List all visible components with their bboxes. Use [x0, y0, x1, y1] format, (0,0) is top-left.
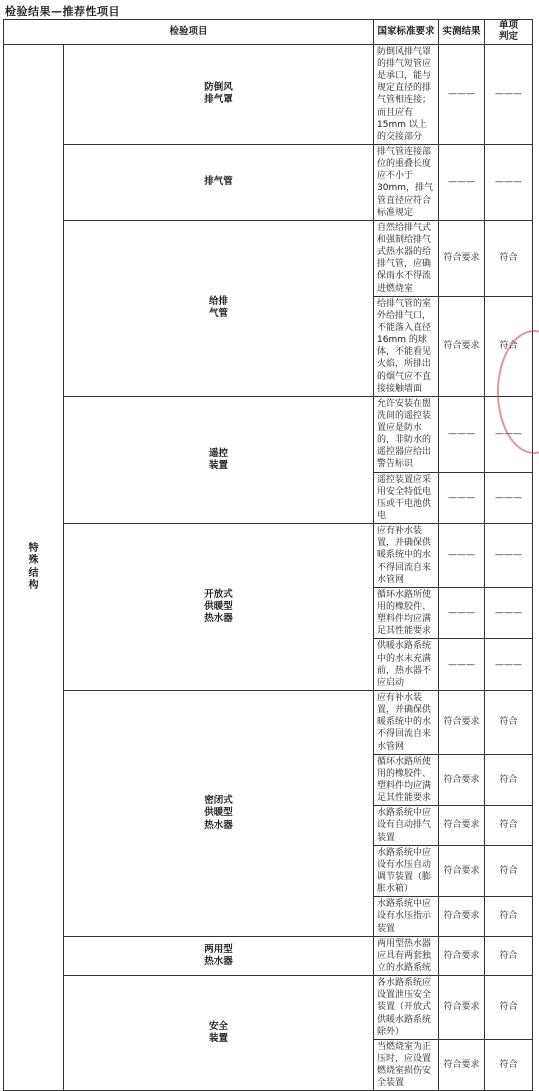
measured-cell: ———: [439, 524, 485, 588]
table-row: [4, 976, 533, 1040]
table-row: [4, 396, 533, 472]
table-row: [4, 524, 533, 588]
measured-cell: 符合要求: [439, 1039, 485, 1091]
inspection-results-table: [3, 19, 533, 1091]
item-remote-control: 遥控 装置: [64, 396, 374, 523]
requirement-cell: 循环水路所使用的橡胶件、塑料件均应满足其性能要求: [374, 587, 439, 639]
item-dual-purpose-heater: 两用型 热水器: [64, 936, 374, 975]
requirement-cell: 遥控装置应采用安全特低电压或干电池供电: [374, 472, 439, 524]
requirement-cell: 供暖水路系统中的水未充满前，热水器不应启动: [374, 639, 439, 691]
header-item: 检验项目: [4, 20, 374, 45]
verdict-cell: ———: [485, 144, 533, 220]
item-supply-exhaust-pipe: 给排 气管: [64, 220, 374, 396]
requirement-cell: 自然给排气式和强制给排气式热水器的给排气管，应确保雨水不得流进燃烧室: [374, 220, 439, 296]
measured-cell: 符合要求: [439, 936, 485, 975]
requirement-cell: 给排气管的室外给排气口，不能落入直径 16mm 的球体，不能看见火焰，所排出的烟气应不直接接触墙面: [374, 296, 439, 396]
measured-cell: ———: [439, 144, 485, 220]
measured-cell: 符合要求: [439, 754, 485, 806]
table-row: [4, 144, 533, 220]
table-row: [4, 936, 533, 975]
item-safety-device: 安全 装置: [64, 976, 374, 1091]
requirement-cell: 循环水路所使用的橡胶件、塑料件均应满足其性能要求: [374, 754, 439, 806]
requirement-cell: 当燃烧室为正压时，应设置燃烧室损伤安全装置: [374, 1039, 439, 1091]
verdict-cell: 符合: [485, 976, 533, 1040]
item-anti-backdraft-hood: 防倒风 排气罩: [64, 44, 374, 144]
page-title: 检验结果—推荐性项目: [5, 5, 120, 18]
measured-cell: 符合要求: [439, 220, 485, 296]
item-sealed-heating-heater: 密闭式 供暖型 热水器: [64, 691, 374, 937]
verdict-cell: ———: [485, 472, 533, 524]
verdict-cell: 符合: [485, 754, 533, 806]
requirement-cell: 应有补水装置，并确保供暖系统中的水不得回流自来水管网: [374, 524, 439, 588]
requirement-cell: 防倒风排气罩的排气短管应是承口，能与规定直径的排气管相连接；而且应有 15mm 以上的交接部分: [374, 44, 439, 144]
verdict-cell: 符合: [485, 220, 533, 296]
measured-cell: ———: [439, 639, 485, 691]
measured-cell: 符合要求: [439, 976, 485, 1040]
verdict-cell: ———: [485, 44, 533, 144]
measured-cell: 符合要求: [439, 691, 485, 755]
requirement-cell: 两用型热水器应具有两套独立的水路系统: [374, 936, 439, 975]
header-standard: 国家标准要求: [374, 20, 439, 45]
verdict-cell: 符合: [485, 806, 533, 845]
header-verdict: 单项 判定: [485, 20, 533, 45]
header-measured: 实测结果: [439, 20, 485, 45]
category-special-structure: 特 殊 结 构: [4, 44, 64, 1091]
requirement-cell: 应有补水装置，并确保供暖系统中的水不得回流自来水管网: [374, 691, 439, 755]
verdict-cell: ———: [485, 396, 533, 472]
verdict-cell: 符合: [485, 936, 533, 975]
measured-cell: ———: [439, 472, 485, 524]
requirement-cell: 允许安装在盥洗间的遥控装置应是防水的，非防水的遥控器应给出警告标识: [374, 396, 439, 472]
item-open-heating-heater: 开放式 供暖型 热水器: [64, 524, 374, 691]
verdict-cell: 符合: [485, 897, 533, 936]
measured-cell: 符合要求: [439, 897, 485, 936]
measured-cell: 符合要求: [439, 806, 485, 845]
measured-cell: 符合要求: [439, 845, 485, 897]
measured-cell: ———: [439, 396, 485, 472]
requirement-cell: 水路系统中应设有自动排气装置: [374, 806, 439, 845]
requirement-cell: 水路系统中应设有水压自动调节装置（膨胀水箱）: [374, 845, 439, 897]
measured-cell: 符合要求: [439, 296, 485, 396]
verdict-cell: ———: [485, 524, 533, 588]
requirement-cell: 各水路系统应设置泄压安全装置（开放式供暖水路系统除外）: [374, 976, 439, 1040]
header-row: [4, 20, 533, 45]
requirement-cell: 水路系统中应设有水压指示装置: [374, 897, 439, 936]
verdict-cell: ———: [485, 587, 533, 639]
verdict-cell: 符合: [485, 296, 533, 396]
table-row: [4, 220, 533, 296]
verdict-cell: 符合: [485, 845, 533, 897]
measured-cell: ———: [439, 587, 485, 639]
verdict-cell: 符合: [485, 691, 533, 755]
verdict-cell: 符合: [485, 1039, 533, 1091]
item-exhaust-pipe: 排气管: [64, 144, 374, 220]
table-row: [4, 44, 533, 144]
measured-cell: ———: [439, 44, 485, 144]
requirement-cell: 排气管连接部位的重叠长度应不小于 30mm，排气管直径应符合标准规定: [374, 144, 439, 220]
verdict-cell: ———: [485, 639, 533, 691]
table-row: [4, 691, 533, 755]
